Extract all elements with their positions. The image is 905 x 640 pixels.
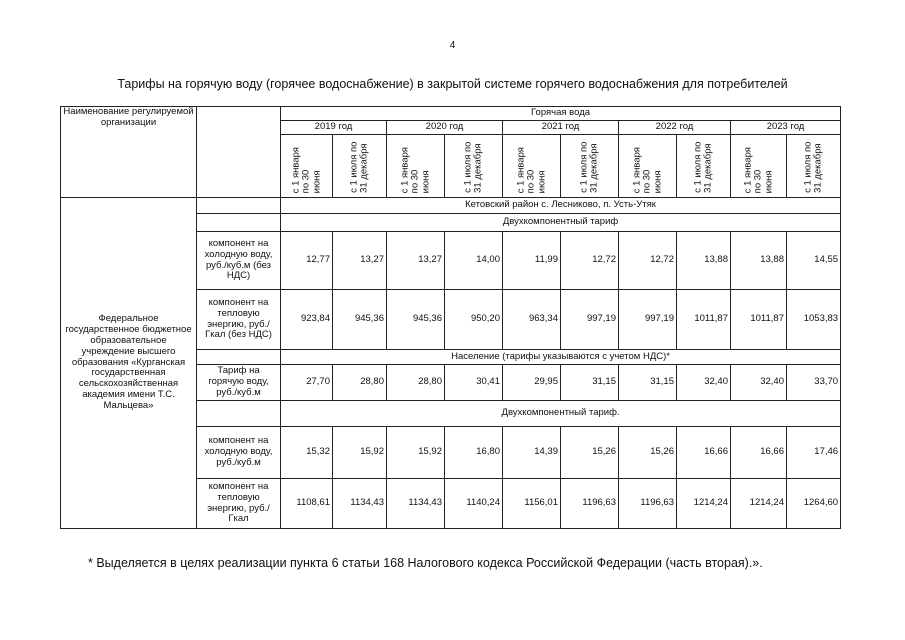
period-header <box>281 135 333 198</box>
table-cell: 27,70 <box>281 365 333 401</box>
period-second-label: с 1 июля по 31 декабря <box>462 141 484 193</box>
table-cell: 14,39 <box>503 427 561 479</box>
table-cell: 1214,24 <box>677 479 731 529</box>
table-cell: 16,80 <box>445 427 503 479</box>
tariff-table <box>60 106 841 529</box>
table-cell: 950,20 <box>445 290 503 350</box>
period-header <box>503 135 561 198</box>
table-cell: 12,72 <box>561 232 619 290</box>
org-column-header: Наименование регулируемой организации <box>61 107 197 198</box>
hot-water-header: Горячая вода <box>281 107 841 121</box>
table-cell: 12,77 <box>281 232 333 290</box>
blank-cell <box>197 198 281 214</box>
table-cell: 15,26 <box>619 427 677 479</box>
row-label: компонент на тепловую энергию, руб./Гкал (без НДС) <box>197 290 281 350</box>
period-header <box>619 135 677 198</box>
section-title: Население (тарифы указываются с учетом НДС)* <box>281 350 841 365</box>
table-cell: 13,88 <box>731 232 787 290</box>
organization-name: Федеральное государственное бюджетное образовательное учреждение высшего образования «Курганская государственная сельскохозяйственная академия имени Т.С. Мальцева» <box>61 198 197 529</box>
table-cell: 15,26 <box>561 427 619 479</box>
table-cell: 16,66 <box>677 427 731 479</box>
table-cell: 1140,24 <box>445 479 503 529</box>
table-cell: 1134,43 <box>333 479 387 529</box>
period-header <box>333 135 387 198</box>
label-column-header <box>197 107 281 198</box>
year-header: 2022 год <box>619 121 731 135</box>
period-first-label: с 1 января по 30 июня <box>289 146 322 193</box>
section-title: Двухкомпонентный тариф <box>281 214 841 232</box>
table-cell: 12,72 <box>619 232 677 290</box>
table-cell: 32,40 <box>677 365 731 401</box>
table-cell: 14,00 <box>445 232 503 290</box>
table-cell: 17,46 <box>787 427 841 479</box>
year-header: 2023 год <box>731 121 841 135</box>
period-first-label: с 1 января по 30 июня <box>398 146 431 193</box>
page-number: 4 <box>449 40 456 51</box>
table-cell: 13,27 <box>387 232 445 290</box>
period-first-label: с 1 января по 30 июня <box>630 146 663 193</box>
footnote: * Выделяется в целях реализации пункта 6 статьи 168 Налогового кодекса Российской Федерации (часть вторая).». <box>88 556 763 570</box>
period-header <box>677 135 731 198</box>
table-cell: 13,88 <box>677 232 731 290</box>
period-first-label: с 1 января по 30 июня <box>741 146 774 193</box>
period-second-label: с 1 июля по 31 декабря <box>348 141 370 193</box>
table-cell: 1264,60 <box>787 479 841 529</box>
table-cell: 14,55 <box>787 232 841 290</box>
table-cell: 15,92 <box>333 427 387 479</box>
table-cell: 32,40 <box>731 365 787 401</box>
blank-cell <box>197 350 281 365</box>
document-title: Тарифы на горячую воду (горячее водоснабжение) в закрытой системе горячего водоснабжения для потребителей <box>117 77 788 91</box>
period-header <box>731 135 787 198</box>
table-cell: 16,66 <box>731 427 787 479</box>
row-label: компонент на холодную воду, руб./куб.м (без НДС) <box>197 232 281 290</box>
table-cell: 945,36 <box>333 290 387 350</box>
year-header: 2021 год <box>503 121 619 135</box>
table-cell: 963,34 <box>503 290 561 350</box>
table-cell: 923,84 <box>281 290 333 350</box>
blank-cell <box>197 214 281 232</box>
period-header <box>387 135 445 198</box>
period-second-label: с 1 июля по 31 декабря <box>692 141 714 193</box>
region-row: Кетовский район с. Лесниково, п. Усть-Утяк <box>281 198 841 214</box>
period-header <box>445 135 503 198</box>
table-cell: 1011,87 <box>731 290 787 350</box>
section-title: Двухкомпонентный тариф. <box>281 401 841 427</box>
row-label: Тариф на горячую воду, руб./куб.м <box>197 365 281 401</box>
table-cell: 15,32 <box>281 427 333 479</box>
table-cell: 1196,63 <box>619 479 677 529</box>
table-cell: 997,19 <box>561 290 619 350</box>
table-cell: 11,99 <box>503 232 561 290</box>
year-header: 2019 год <box>281 121 387 135</box>
period-header <box>787 135 841 198</box>
table-cell: 28,80 <box>333 365 387 401</box>
period-second-label: с 1 июля по 31 декабря <box>802 141 824 193</box>
period-second-label: с 1 июля по 31 декабря <box>578 141 600 193</box>
table-cell: 29,95 <box>503 365 561 401</box>
table-cell: 15,92 <box>387 427 445 479</box>
year-header: 2020 год <box>387 121 503 135</box>
period-header <box>561 135 619 198</box>
blank-cell <box>197 401 281 427</box>
table-cell: 28,80 <box>387 365 445 401</box>
table-cell: 1134,43 <box>387 479 445 529</box>
table-cell: 1011,87 <box>677 290 731 350</box>
table-cell: 13,27 <box>333 232 387 290</box>
table-cell: 1196,63 <box>561 479 619 529</box>
table-cell: 1053,83 <box>787 290 841 350</box>
table-cell: 997,19 <box>619 290 677 350</box>
table-cell: 1156,01 <box>503 479 561 529</box>
table-cell: 1108,61 <box>281 479 333 529</box>
table-cell: 30,41 <box>445 365 503 401</box>
table-cell: 31,15 <box>619 365 677 401</box>
row-label: компонент на холодную воду, руб./куб.м <box>197 427 281 479</box>
table-cell: 33,70 <box>787 365 841 401</box>
row-label: компонент на тепловую энергию, руб./Гкал <box>197 479 281 529</box>
table-cell: 31,15 <box>561 365 619 401</box>
table-cell: 1214,24 <box>731 479 787 529</box>
table-cell: 945,36 <box>387 290 445 350</box>
period-first-label: с 1 января по 30 июня <box>514 146 547 193</box>
